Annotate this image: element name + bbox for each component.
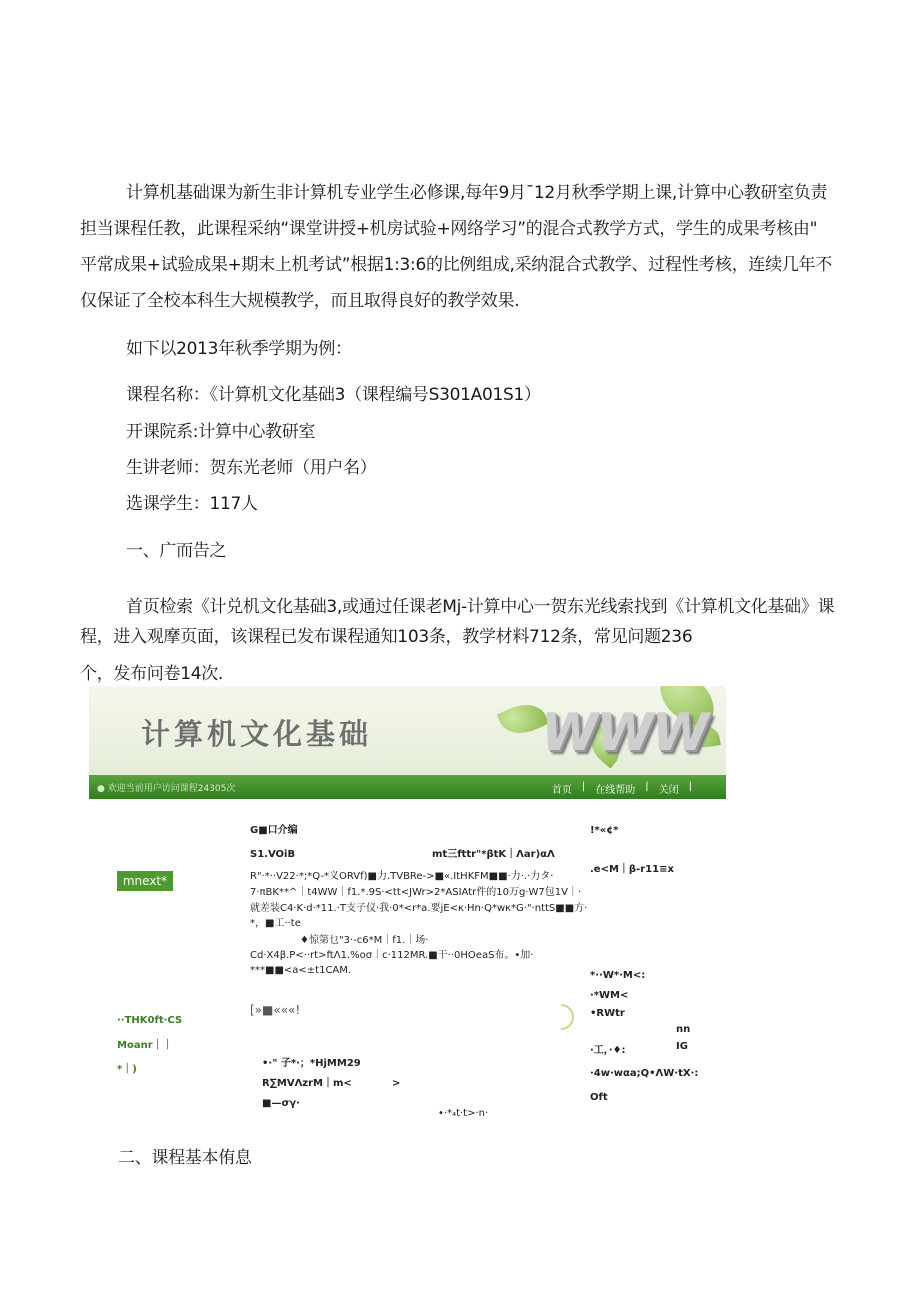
nav-close-link[interactable]: 关闭 bbox=[658, 785, 679, 796]
green-label-box: mnext* bbox=[117, 871, 173, 891]
garbled-text: ·*WM< bbox=[590, 990, 629, 1001]
garbled-text: *，■工··te bbox=[250, 918, 301, 929]
garbled-text: 就差装C4·K·d·*11.·T支子仪·我·0*<r*a.要jE<κ·Hn·Q*wκ*G·"·nttS■■方· bbox=[250, 903, 588, 914]
intro-paragraph-line-3: 平常成果+试验成果+期末上机考试”根据1:3:6的比例组成,采纳混合式教学、过程性考核，连续几年不 bbox=[80, 255, 832, 275]
nav-separator: | bbox=[581, 781, 586, 792]
garbled-text: •RWtr bbox=[590, 1008, 625, 1019]
banner-title: 计算机文化基础 bbox=[141, 717, 373, 751]
nav-separator: | bbox=[688, 781, 692, 792]
course-banner bbox=[89, 686, 726, 799]
garbled-text: *··W*·M<: bbox=[590, 970, 646, 981]
garbled-text: Cd·X4β.P<··rt>ftΛ1.%oσ｜c·112MR.■干··0HOeaS布。•加· bbox=[250, 950, 534, 961]
search-paragraph-line-2: 程，进入观摩页面，该课程已发布课程通知103条，教学材料712条，常见问题236 bbox=[80, 627, 693, 647]
section-heading-1: 一、广而告之 bbox=[126, 541, 227, 561]
nav-home-link[interactable]: 首页 bbox=[551, 785, 572, 796]
garbled-text: ·4w·wαa;Q•ΛW·tX·: bbox=[590, 1068, 699, 1079]
garbled-text: [»■«««! bbox=[250, 1003, 301, 1017]
garbled-text: IG bbox=[676, 1041, 688, 1052]
example-line: 如下以2013年秋季学期为例： bbox=[126, 339, 352, 359]
loading-arc-icon bbox=[543, 999, 580, 1036]
garbled-text: ***■■<a<±t1CAM. bbox=[250, 965, 352, 976]
nav-links bbox=[552, 781, 692, 796]
garbled-text: G■口介编 bbox=[250, 825, 298, 836]
garbled-list-item: •·" 子*·；*HjMM29 bbox=[262, 1058, 361, 1069]
garbled-text: S1.VOiB bbox=[250, 849, 296, 860]
garbled-text: 7·πBK**^｜t4WW｜f1.*.9S·<tt<JWr>2*ASIAtr件的10万g·W7包1V｜· bbox=[250, 887, 582, 898]
garbled-list-item: R∑MVΛzrM｜m< bbox=[262, 1078, 352, 1089]
visit-notice: ● 欢迎当前用户访问课程24305次 bbox=[97, 784, 236, 794]
course-name-line: 课程名称：《计算机文化基础3（课程编号S301A01S1） bbox=[126, 385, 541, 405]
department-line: 开课院系:计算中心教研室 bbox=[126, 422, 316, 442]
garbled-list-item: ■—σγ· bbox=[262, 1098, 300, 1109]
section-heading-2: 二、课程基本侑息 bbox=[118, 1148, 252, 1168]
nav-help-link[interactable]: 在线帮助 bbox=[595, 785, 636, 796]
garbled-text: ··THK0ft·CS bbox=[117, 1015, 183, 1026]
banner-nav-bar bbox=[89, 775, 726, 799]
garbled-text: nn bbox=[676, 1024, 691, 1035]
garbled-text: !*«¢* bbox=[590, 825, 619, 836]
garbled-text: ♦惊第乜"3·-c6*M｜f1.｜场· bbox=[300, 935, 429, 946]
intro-paragraph-line-1: 计算机基础课为新生非计算机专业学生必修课,每年9月¯12月秋季学期上课,计算中心教研室负责 bbox=[126, 183, 828, 203]
search-paragraph-line-3: 个，发布问卷14次. bbox=[80, 664, 224, 684]
garbled-text: •·*₄t·t>·n· bbox=[438, 1108, 489, 1119]
garbled-text: Moanr｜｜ bbox=[117, 1040, 173, 1051]
search-paragraph-line-1: 首页检索《计兑机文化基础3,或通过任课老Mj-计算中心一贺东光线索找到《计算机文化基础》课 bbox=[126, 597, 835, 617]
www-logo: WWW bbox=[541, 703, 708, 763]
teacher-line: 生讲老师：贺东光老师（用户名） bbox=[126, 458, 377, 478]
nav-separator: | bbox=[645, 781, 649, 792]
garbled-text: mt三fttr"*βtK｜Λar)αΛ bbox=[432, 849, 555, 860]
garbled-text: > bbox=[392, 1078, 401, 1089]
garbled-text: .e<M｜β-r11≡x bbox=[590, 864, 674, 875]
students-line: 选课学生：117人 bbox=[126, 494, 258, 514]
intro-paragraph-line-4: 仅保证了全校本科生大规模教学，而且取得良好的教学效果. bbox=[80, 291, 520, 311]
garbled-text: Oft bbox=[590, 1092, 608, 1103]
garbled-text: *｜) bbox=[117, 1064, 137, 1075]
garbled-text: ·工，·♦: bbox=[590, 1045, 626, 1056]
intro-paragraph-line-2: 担当课程任教，此课程采纳“课堂讲授+机房试验+网络学习”的混合式教学方式，学生的成果考核由" bbox=[80, 219, 818, 239]
garbled-text: R"·*··V22·*;*Q-*义ORVf)■力.TVBRe->■«.ItHKFM■■·力·.·力タ· bbox=[250, 871, 554, 882]
